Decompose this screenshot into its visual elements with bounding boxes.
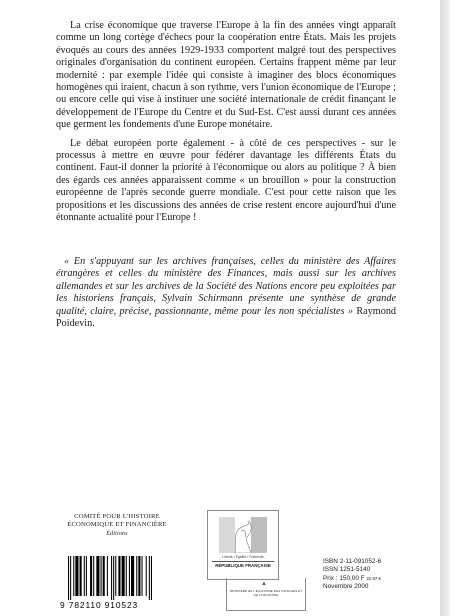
barcode-bar xyxy=(73,556,74,596)
publisher-editions: Éditions xyxy=(106,531,128,537)
barcode-bar xyxy=(101,556,102,596)
ministry-name: MINISTÈRE DE L'ÉCONOMIE DES FINANCES ET DE L'INDUSTRIE xyxy=(229,589,303,597)
back-cover-text xyxy=(56,20,396,225)
publication-date: Novembre 2000 xyxy=(323,582,369,590)
barcode-bar xyxy=(146,556,147,596)
book-info xyxy=(323,558,413,591)
republique-francaise-logo xyxy=(207,510,279,580)
barcode-bar xyxy=(113,556,114,600)
barcode-bar xyxy=(149,556,150,600)
republic-name: RÉPUBLIQUE FRANÇAISE xyxy=(212,561,274,568)
barcode xyxy=(60,556,186,610)
barcode-digits: 9 782110 910523 xyxy=(60,600,139,610)
barcode-bar xyxy=(103,556,105,596)
barcode-bars xyxy=(60,556,186,600)
quote-text: « En s'appuyant sur les archives françaises, celles du ministère des Affaires étrangères et celles du ministère des Finances, mais aussi sur les archives allemandes et sur les archives de la Société des Nations encore peu exploitées par les historiens français, Sylvain Schirmann présente une synthèse de grande qualité, claire, précise, passionnante, même pour les non spécialistes » xyxy=(56,256,396,317)
barcode-bar xyxy=(68,556,69,600)
paragraph-1: La crise économique que traverse l'Europe à la fin des années vingt apparaît comme un long cortège d'échecs pour la coopération entre États. Mais les projets évoqués au cours des années 1929-1933 comportent malgré tout des perspectives originales d'organisation du continent européen. Certains frappent même par leur modernité : par exemple l'idée qui consiste à imaginer des blocs économiques homogènes qui iraient, chacun à son rythme, vers l'union économique de l'Europe ; ou encore celle qui vise à instituer une société internationale de crédit finançant le développement de l'Europe du Centre et du Sud-Est. C'est aussi durant ces années que germent les fondements d'une Europe monétaire. xyxy=(56,20,396,131)
barcode-bar xyxy=(126,556,127,596)
barcode-bar xyxy=(93,556,94,596)
ministere-logo xyxy=(226,578,306,611)
barcode-bar xyxy=(115,556,116,596)
cover-edge xyxy=(440,0,450,616)
quote-author: Raymond Poidevin. xyxy=(56,305,397,330)
barcode-bar xyxy=(118,556,120,596)
barcode-bar xyxy=(136,556,137,596)
barcode-bar xyxy=(86,556,87,596)
barcode-bar xyxy=(138,556,140,596)
marianne-icon xyxy=(219,517,267,553)
barcode-bar xyxy=(111,556,112,600)
barcode-bar xyxy=(70,556,71,600)
barcode-bar xyxy=(151,556,152,600)
barcode-bar xyxy=(142,556,143,596)
barcode-bar xyxy=(131,556,134,596)
barcode-bar xyxy=(96,556,99,596)
barcode-bar xyxy=(122,556,125,596)
barcode-bar xyxy=(75,556,78,596)
barcode-bar xyxy=(129,556,130,596)
republic-motto: Liberté • Égalité • Fraternité xyxy=(222,555,264,559)
publisher-line-2: ÉCONOMIQUE ET FINANCIÈRE xyxy=(67,521,167,528)
ministry-emblem-icon: ▲ xyxy=(261,581,267,587)
barcode-bar xyxy=(80,556,82,596)
paragraph-2: Le débat européen porte également - à côté de ces perspectives - sur le processus à mettre en œuvre pour fédérer davantage les différents États du continent. Faut-il donner la priorité à l'économique ou alors au politique ? À bien des égards ces années apparaissent comme « un brouillon » pour la construction européenne de l'après seconde guerre mondiale. C'est pour cette raison que les propositions et les discussions des années de crise restent encore aujourd'hui d'une étonnante actualité pour l'Europe ! xyxy=(56,137,396,224)
price: Prix : 150,00 F xyxy=(323,574,365,582)
publisher-line-1: COMITÉ POUR L'HISTOIRE xyxy=(74,513,160,520)
barcode-bar xyxy=(84,556,85,596)
isbn: ISBN 2-11-091052-6 xyxy=(323,558,382,565)
price-euro: 22,87 € xyxy=(366,575,381,581)
review-quote xyxy=(56,256,396,330)
issn: ISSN 1251-5140 xyxy=(323,566,371,574)
publisher-block xyxy=(58,513,176,538)
barcode-bar xyxy=(90,556,92,596)
barcode-bar xyxy=(107,556,108,596)
